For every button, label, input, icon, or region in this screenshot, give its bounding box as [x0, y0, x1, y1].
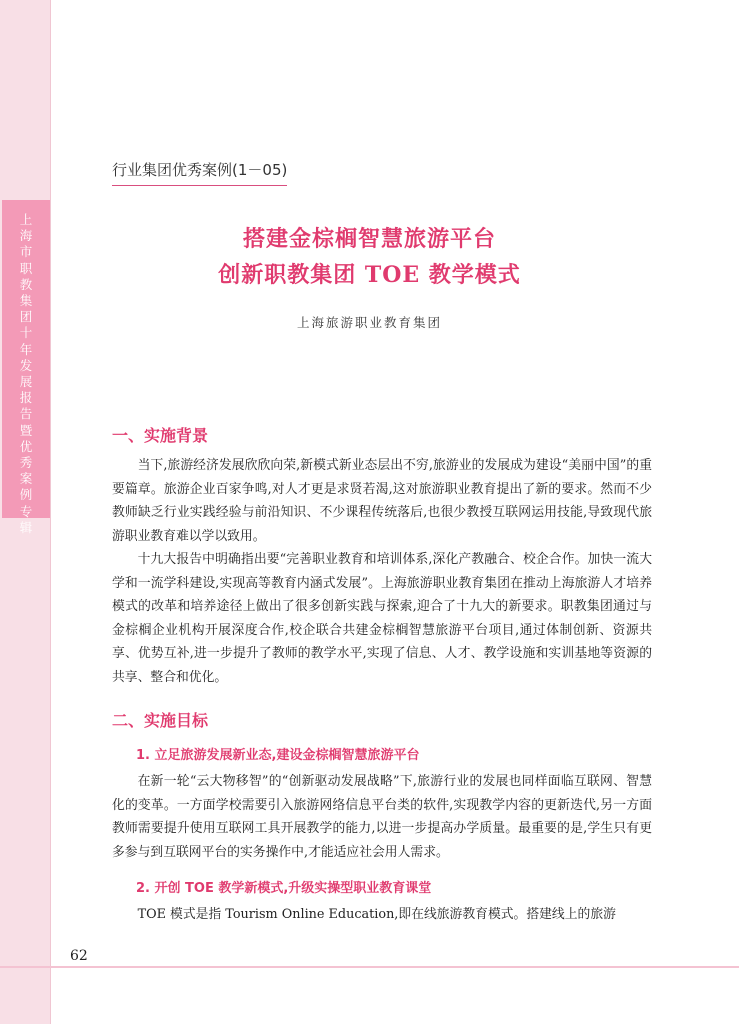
- side-char: 上: [19, 212, 33, 227]
- section-heading-goals: 二、实施目标: [112, 711, 209, 730]
- article-title-line-2: 创新职教集团 TOE 教学模式: [218, 262, 521, 288]
- paragraph: 在新一轮“云大物移智”的“创新驱动发展战略”下,旅游行业的发展也同样面临互联网、智慧化的变革。一方面学校需要引入旅游网络信息平台类的软件,实现教学内容的更新迭代,另一方面教师需要提升使用互联网工具开展教学的能力,以进一步提高办学质量。最重要的是,学生只有更多参与到互联网平台的实务操作中,才能适应社会用人需求。: [112, 774, 652, 860]
- side-char: 团: [19, 309, 33, 325]
- side-char: 年: [19, 341, 33, 357]
- side-char: 案: [19, 471, 33, 487]
- side-char: 优: [19, 438, 33, 454]
- article-title-line-1: 搭建金棕榈智慧旅游平台: [242, 226, 496, 252]
- footer-rule: [0, 966, 739, 968]
- article-author: 上海旅游职业教育集团: [296, 315, 442, 330]
- section-heading-background: 一、实施背景: [112, 426, 209, 445]
- series-header: 行业集团优秀案例(1－05): [112, 159, 287, 186]
- side-char: 集: [19, 293, 33, 309]
- side-char: 暨: [19, 422, 33, 438]
- subsection-heading: 2. 开创 TOE 教学新模式,升级实操型职业教育课堂: [136, 881, 432, 896]
- paragraph: 十九大报告中明确指出要“完善职业教育和培训体系,深化产教融合、校企合作。加快一流大学和一流学科建设,实现高等教育内涵式发展”。上海旅游职业教育集团在推动上海旅游人才培养模式的改革和培养途径上做出了很多创新实践与探索,迎合了十九大的新要求。职教集团通过与金棕榈企业机构开展深度合作,校企联合共建金棕榈智慧旅游平台项目,通过体制创新、资源共享、优势互补,进一步提升了教师的教学水平,实现了信息、人才、教学设施和实训基地等资源的共享、整合和优化。: [112, 552, 652, 685]
- side-char: 海: [19, 228, 33, 244]
- side-char: 例: [19, 487, 33, 503]
- paragraph: TOE 模式是指 Tourism Online Education,即在线旅游教育模式。搭建线上的旅游: [137, 907, 616, 922]
- side-char: 教: [19, 276, 33, 292]
- paragraph: 当下,旅游经济发展欣欣向荣,新模式新业态层出不穷,旅游业的发展成为建设“美丽中国”的重要篇章。旅游企业百家争鸣,对人才更是求贤若渴,这对旅游职业教育提出了新的要求。然而不少教师缺乏行业实践经验与前沿知识、不少课程传统落后,也很少教授互联网运用技能,导致现代旅游职业教育难以学以致用。: [112, 458, 652, 544]
- side-char: 秀: [19, 455, 33, 471]
- side-char: 报: [19, 390, 33, 406]
- side-char: 专: [19, 503, 33, 519]
- side-char: 市: [19, 244, 33, 260]
- side-char: 辑: [19, 519, 33, 535]
- margin-divider: [50, 0, 51, 1024]
- side-char: 展: [19, 374, 33, 390]
- side-char: 告: [19, 406, 33, 422]
- side-char: 职: [19, 260, 33, 276]
- page-number: 62: [70, 948, 88, 964]
- side-char: 十: [19, 325, 33, 341]
- side-char: 发: [19, 357, 33, 373]
- subsection-heading: 1. 立足旅游发展新业态,建设金棕榈智慧旅游平台: [136, 748, 420, 763]
